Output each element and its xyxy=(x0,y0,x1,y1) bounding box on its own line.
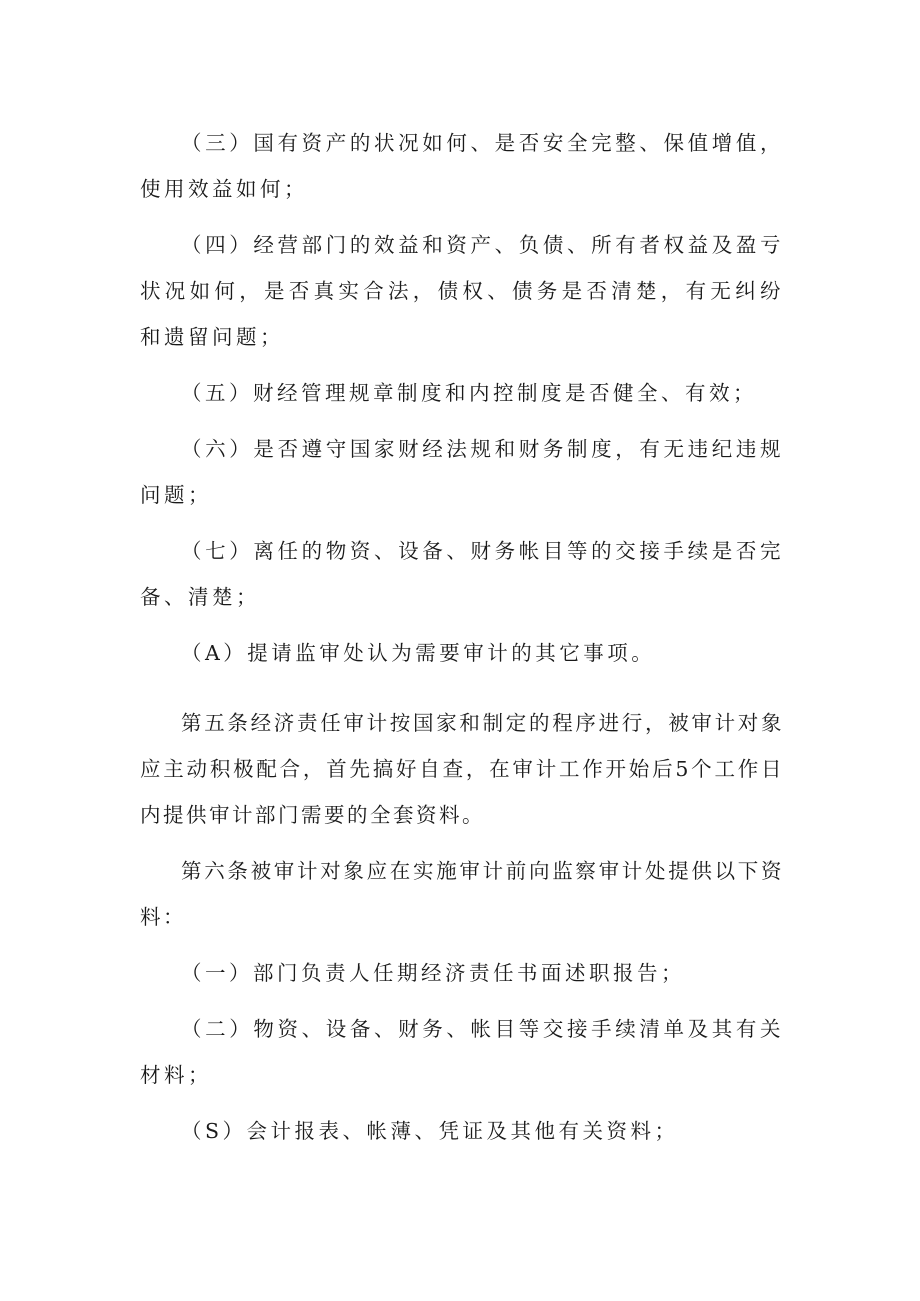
materials-item-2: （二）物资、设备、财务、帐目等交接手续清单及其有关材料； xyxy=(140,1017,784,1087)
paragraph-item-3: （三）国有资产的状况如何、是否安全完整、保值增值，使用效益如何； xyxy=(140,131,784,201)
paragraph-item-6: （六）是否遵守国家财经法规和财务制度，有无违纪违规问题； xyxy=(140,437,784,507)
paragraph-item-5: （五）财经管理规章制度和内控制度是否健全、有效； xyxy=(181,381,757,405)
paragraph-item-4: （四）经营部门的效益和资产、负债、所有者权益及盈亏状况如何，是否真实合法，债权、债务是否清楚，有无纠纷和遗留问题； xyxy=(140,233,784,349)
paragraph-item-7: （七）离任的物资、设备、财务帐目等的交接手续是否完备、清楚； xyxy=(140,539,784,609)
article-5-paragraph: 第五条经济责任审计按国家和制定的程序进行，被审计对象应主动积极配合，首先搞好自查，在审计工作开始后5个工作日内提供审计部门需要的全套资料。 xyxy=(140,711,784,827)
paragraph-item-8: （A）提请监审处认为需要审计的其它事项。 xyxy=(181,641,656,665)
materials-item-1: （一）部门负责人任期经济责任书面述职报告； xyxy=(181,961,685,985)
document-body xyxy=(140,120,784,1164)
materials-item-3: （S）会计报表、帐薄、凭证及其他有关资料； xyxy=(181,1119,679,1143)
article-6-paragraph: 第六条被审计对象应在实施审计前向监察审计处提供以下资料： xyxy=(140,859,784,929)
